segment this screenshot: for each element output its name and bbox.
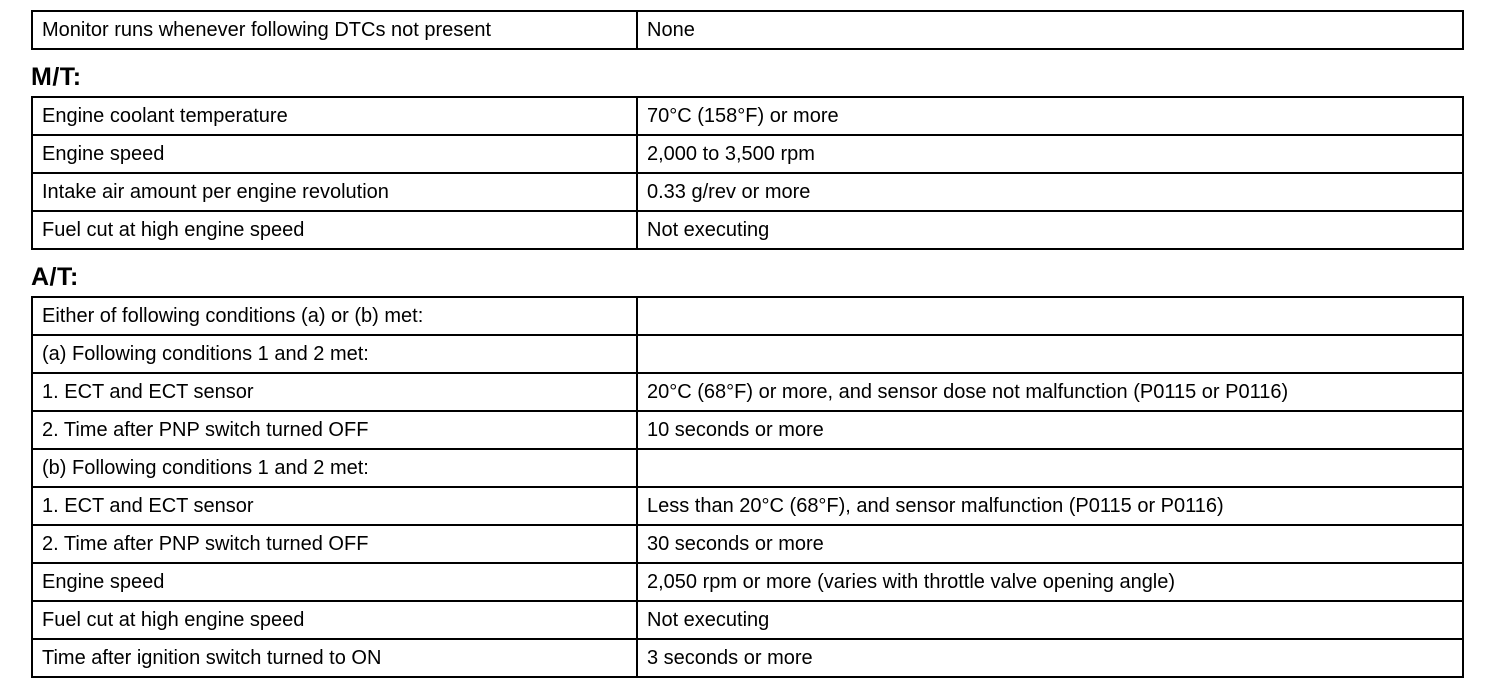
- condition-cell: (b) Following conditions 1 and 2 met:: [32, 449, 637, 487]
- condition-cell: Engine speed: [32, 135, 637, 173]
- table-row: [32, 135, 1463, 173]
- value-cell: 10 seconds or more: [637, 411, 1463, 449]
- value-cell: 2,000 to 3,500 rpm: [637, 135, 1463, 173]
- condition-cell: 1. ECT and ECT sensor: [32, 487, 637, 525]
- condition-cell: Fuel cut at high engine speed: [32, 601, 637, 639]
- condition-cell: Engine coolant temperature: [32, 97, 637, 135]
- table-row: [32, 525, 1463, 563]
- document: [31, 10, 1462, 678]
- value-cell: 2,050 rpm or more (varies with throttle valve opening angle): [637, 563, 1463, 601]
- at-table: [31, 296, 1464, 678]
- mt-heading: M/T:: [31, 63, 82, 91]
- value-cell: None: [637, 11, 1463, 49]
- table-row: [32, 563, 1463, 601]
- table-row: [32, 373, 1463, 411]
- value-cell: Not executing: [637, 211, 1463, 249]
- condition-cell: Time after ignition switch turned to ON: [32, 639, 637, 677]
- value-cell: Less than 20°C (68°F), and sensor malfunction (P0115 or P0116): [637, 487, 1463, 525]
- table-row: [32, 11, 1463, 49]
- table-row: [32, 173, 1463, 211]
- condition-cell: Intake air amount per engine revolution: [32, 173, 637, 211]
- value-cell: 30 seconds or more: [637, 525, 1463, 563]
- condition-cell: Monitor runs whenever following DTCs not present: [32, 11, 637, 49]
- condition-cell: (a) Following conditions 1 and 2 met:: [32, 335, 637, 373]
- value-cell: 70°C (158°F) or more: [637, 97, 1463, 135]
- value-cell: 3 seconds or more: [637, 639, 1463, 677]
- value-cell: [637, 449, 1463, 487]
- table-row: [32, 297, 1463, 335]
- condition-cell: Fuel cut at high engine speed: [32, 211, 637, 249]
- table-row: [32, 411, 1463, 449]
- condition-cell: 2. Time after PNP switch turned OFF: [32, 411, 637, 449]
- value-cell: 20°C (68°F) or more, and sensor dose not malfunction (P0115 or P0116): [637, 373, 1463, 411]
- condition-cell: 2. Time after PNP switch turned OFF: [32, 525, 637, 563]
- value-cell: [637, 297, 1463, 335]
- value-cell: [637, 335, 1463, 373]
- value-cell: 0.33 g/rev or more: [637, 173, 1463, 211]
- mt-table: [31, 96, 1464, 250]
- table-row: [32, 97, 1463, 135]
- condition-cell: Engine speed: [32, 563, 637, 601]
- table-row: [32, 601, 1463, 639]
- monitor-table: [31, 10, 1464, 50]
- table-row: [32, 211, 1463, 249]
- value-cell: Not executing: [637, 601, 1463, 639]
- condition-cell: Either of following conditions (a) or (b) met:: [32, 297, 637, 335]
- table-row: [32, 449, 1463, 487]
- at-heading: A/T:: [31, 263, 79, 291]
- table-row: [32, 335, 1463, 373]
- table-row: [32, 487, 1463, 525]
- table-row: [32, 639, 1463, 677]
- condition-cell: 1. ECT and ECT sensor: [32, 373, 637, 411]
